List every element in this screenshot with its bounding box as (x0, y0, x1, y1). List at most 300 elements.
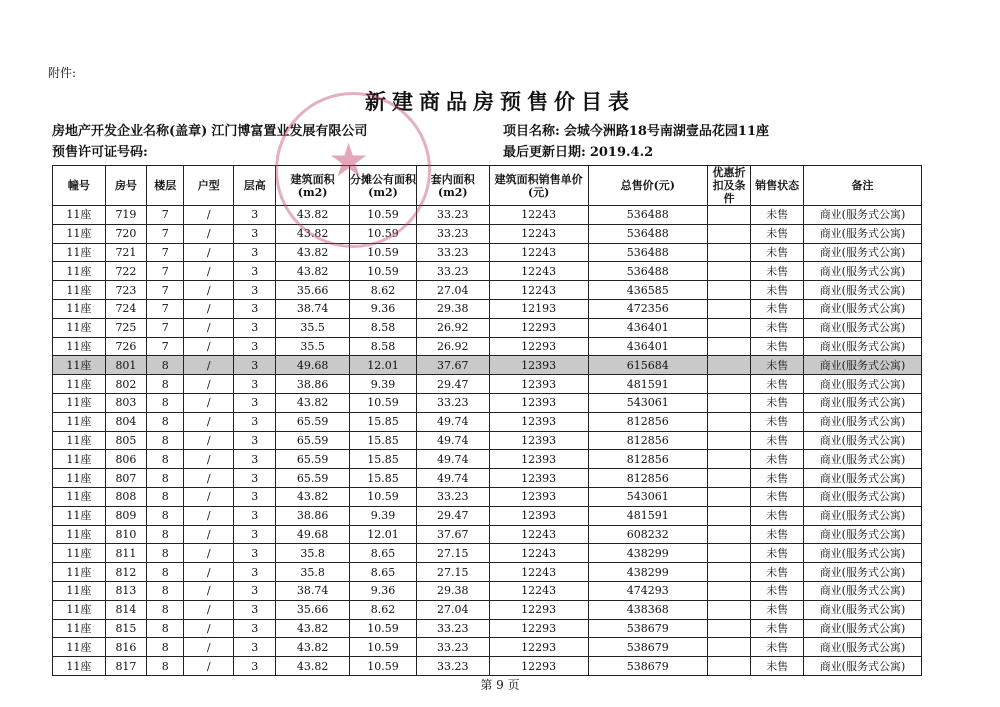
developer-value: 江门博富置业发展有限公司 (211, 124, 368, 139)
table-cell: 543061 (588, 393, 707, 412)
table-cell: 8.58 (349, 337, 416, 356)
table-cell: 11座 (53, 412, 106, 431)
table-cell: 15.85 (349, 450, 416, 469)
table-row (53, 281, 922, 300)
table-cell: 812 (105, 563, 146, 582)
table-cell: 438299 (588, 544, 707, 563)
column-header: 总售价(元) (588, 166, 707, 206)
column-header: 分摊公有面积(m2) (349, 166, 416, 206)
table-row (53, 318, 922, 337)
table-cell: 商业(服务式公寓) (803, 619, 921, 638)
table-row (53, 393, 922, 412)
table-cell: 商业(服务式公寓) (803, 299, 921, 318)
table-cell: 536488 (588, 243, 707, 262)
table-cell: 722 (105, 262, 146, 281)
table-cell: / (184, 600, 234, 619)
table-cell: 481591 (588, 375, 707, 394)
table-cell: 12243 (489, 262, 588, 281)
table-cell: 804 (105, 412, 146, 431)
table-cell: 未售 (751, 487, 804, 506)
column-header: 套内面积(m2) (417, 166, 489, 206)
table-cell: 11座 (53, 544, 106, 563)
table-cell: 43.82 (276, 638, 349, 657)
updated-line (503, 141, 653, 160)
table-cell (707, 638, 750, 657)
table-header-row (53, 166, 922, 206)
table-cell: 11座 (53, 243, 106, 262)
table-cell: 12293 (489, 318, 588, 337)
table-cell: 27.15 (417, 563, 489, 582)
table-cell: 商业(服务式公寓) (803, 487, 921, 506)
table-cell: 未售 (751, 224, 804, 243)
table-cell: / (184, 638, 234, 657)
table-cell: 12393 (489, 375, 588, 394)
permit-line (52, 141, 152, 160)
table-cell: / (184, 506, 234, 525)
table-cell: 3 (234, 544, 276, 563)
table-cell: 33.23 (417, 619, 489, 638)
table-cell: 8 (147, 600, 184, 619)
project-value: 会城今洲路18号南湖壹品花园11座 (563, 124, 769, 139)
table-cell: 12393 (489, 356, 588, 375)
table-cell: 12193 (489, 299, 588, 318)
table-cell: 10.59 (349, 619, 416, 638)
table-cell: 35.8 (276, 563, 349, 582)
table-cell: 9.36 (349, 299, 416, 318)
table-cell: 商业(服务式公寓) (803, 563, 921, 582)
table-cell (707, 563, 750, 582)
table-cell (707, 262, 750, 281)
table-cell: 10.59 (349, 638, 416, 657)
table-row (53, 469, 922, 488)
table-cell: 37.67 (417, 356, 489, 375)
table-cell: 未售 (751, 393, 804, 412)
table-cell: 35.66 (276, 600, 349, 619)
table-cell: 12293 (489, 657, 588, 676)
table-cell: 33.23 (417, 262, 489, 281)
table-cell: 未售 (751, 563, 804, 582)
table-cell: 未售 (751, 318, 804, 337)
table-cell: 536488 (588, 206, 707, 225)
table-cell: 8.58 (349, 318, 416, 337)
seal-star-icon: ★ (328, 133, 370, 187)
project-label: 项目名称: (503, 124, 560, 139)
table-cell (707, 657, 750, 676)
table-cell: 11座 (53, 600, 106, 619)
table-cell (707, 375, 750, 394)
table-cell: 10.59 (349, 487, 416, 506)
table-cell: 3 (234, 262, 276, 281)
table-row (53, 506, 922, 525)
table-cell: 商业(服务式公寓) (803, 393, 921, 412)
table-cell: 11座 (53, 506, 106, 525)
table-cell: 3 (234, 525, 276, 544)
table-cell: 3 (234, 563, 276, 582)
developer-line (52, 120, 367, 139)
table-cell: 商业(服务式公寓) (803, 243, 921, 262)
table-cell: 10.59 (349, 262, 416, 281)
table-cell: 11座 (53, 487, 106, 506)
table-cell: 29.47 (417, 506, 489, 525)
table-cell: / (184, 581, 234, 600)
table-cell: 33.23 (417, 393, 489, 412)
table-cell: 商业(服务式公寓) (803, 657, 921, 676)
table-cell: / (184, 375, 234, 394)
table-cell: 817 (105, 657, 146, 676)
table-cell: 536488 (588, 224, 707, 243)
table-cell: 9.39 (349, 506, 416, 525)
table-cell: 10.59 (349, 657, 416, 676)
column-header: 层高 (234, 166, 276, 206)
page-title: 新建商品房预售价目表 (365, 89, 635, 114)
table-cell: 未售 (751, 469, 804, 488)
table-cell: 812856 (588, 431, 707, 450)
table-cell: 12293 (489, 600, 588, 619)
table-cell: 721 (105, 243, 146, 262)
table-cell: 11座 (53, 638, 106, 657)
table-cell: 未售 (751, 262, 804, 281)
table-cell: 商业(服务式公寓) (803, 450, 921, 469)
table-cell: 812856 (588, 450, 707, 469)
table-row (53, 657, 922, 676)
table-cell: 808 (105, 487, 146, 506)
table-cell: / (184, 544, 234, 563)
table-row (53, 262, 922, 281)
table-cell: 3 (234, 487, 276, 506)
table-cell: 3 (234, 318, 276, 337)
table-cell: 3 (234, 657, 276, 676)
table-cell: / (184, 318, 234, 337)
table-cell: 商业(服务式公寓) (803, 281, 921, 300)
table-cell: 49.74 (417, 431, 489, 450)
table-cell: 816 (105, 638, 146, 657)
table-cell: / (184, 356, 234, 375)
table-cell: 810 (105, 525, 146, 544)
table-cell: 803 (105, 393, 146, 412)
column-header: 户型 (184, 166, 234, 206)
table-row (53, 206, 922, 225)
table-cell: 3 (234, 600, 276, 619)
column-header: 建筑面积(m2) (276, 166, 349, 206)
table-cell: 11座 (53, 375, 106, 394)
table-cell: 38.86 (276, 506, 349, 525)
table-cell: 商业(服务式公寓) (803, 206, 921, 225)
table-row (53, 638, 922, 657)
table-cell: 8.62 (349, 600, 416, 619)
table-cell (707, 487, 750, 506)
table-cell: 3 (234, 224, 276, 243)
table-cell: 未售 (751, 243, 804, 262)
table-cell: 10.59 (349, 224, 416, 243)
table-cell: 33.23 (417, 206, 489, 225)
table-cell: 商业(服务式公寓) (803, 581, 921, 600)
table-cell: 436585 (588, 281, 707, 300)
table-cell: 12243 (489, 281, 588, 300)
table-cell: 商业(服务式公寓) (803, 375, 921, 394)
table-cell (707, 206, 750, 225)
table-cell: 商业(服务式公寓) (803, 525, 921, 544)
table-cell: 11座 (53, 356, 106, 375)
table-cell: 12243 (489, 544, 588, 563)
table-cell: 720 (105, 224, 146, 243)
table-cell: 7 (147, 262, 184, 281)
table-cell: 11座 (53, 337, 106, 356)
table-cell: 538679 (588, 657, 707, 676)
table-cell: 商业(服务式公寓) (803, 337, 921, 356)
table-cell: 805 (105, 431, 146, 450)
table-cell: / (184, 262, 234, 281)
table-cell (707, 224, 750, 243)
table-row (53, 375, 922, 394)
table-cell: 未售 (751, 375, 804, 394)
table-cell: 11座 (53, 450, 106, 469)
table-cell: 未售 (751, 619, 804, 638)
table-cell: 3 (234, 619, 276, 638)
column-header: 建筑面积销售单价(元) (489, 166, 588, 206)
table-cell: 商业(服务式公寓) (803, 356, 921, 375)
table-cell: 43.82 (276, 657, 349, 676)
table-cell: 商业(服务式公寓) (803, 262, 921, 281)
table-cell: 11座 (53, 431, 106, 450)
table-cell: 未售 (751, 337, 804, 356)
table-cell: 8 (147, 638, 184, 657)
table-cell: 未售 (751, 600, 804, 619)
table-cell: 33.23 (417, 224, 489, 243)
table-cell: 12243 (489, 243, 588, 262)
table-cell (707, 393, 750, 412)
table-cell: 29.47 (417, 375, 489, 394)
table-cell: 811 (105, 544, 146, 563)
table-cell: 8 (147, 657, 184, 676)
table-cell: 3 (234, 450, 276, 469)
permit-label: 预售许可证号码: (52, 145, 148, 160)
table-cell: 26.92 (417, 337, 489, 356)
table-cell (707, 431, 750, 450)
table-cell: 7 (147, 206, 184, 225)
table-row (53, 581, 922, 600)
table-cell: 12293 (489, 619, 588, 638)
table-cell: 11座 (53, 581, 106, 600)
table-cell: / (184, 412, 234, 431)
table-cell: 812856 (588, 412, 707, 431)
table-cell: 15.85 (349, 431, 416, 450)
project-line (503, 120, 769, 139)
table-cell (707, 450, 750, 469)
table-cell: 3 (234, 638, 276, 657)
table-cell: 438368 (588, 600, 707, 619)
table-cell: 3 (234, 243, 276, 262)
attachment-label: 附件: (48, 66, 77, 80)
table-cell: 65.59 (276, 469, 349, 488)
table-cell: 436401 (588, 318, 707, 337)
table-cell: 7 (147, 243, 184, 262)
table-cell: 8 (147, 544, 184, 563)
column-header: 房号 (105, 166, 146, 206)
table-cell: 472356 (588, 299, 707, 318)
table-cell (707, 619, 750, 638)
table-cell: 11座 (53, 318, 106, 337)
table-cell (707, 356, 750, 375)
table-cell: 12243 (489, 581, 588, 600)
table-cell: 10.59 (349, 206, 416, 225)
table-cell: 8 (147, 375, 184, 394)
developer-label: 房地产开发企业名称(盖章) (52, 124, 208, 139)
table-cell (707, 525, 750, 544)
table-cell: / (184, 619, 234, 638)
table-cell: 3 (234, 299, 276, 318)
column-header: 销售状态 (751, 166, 804, 206)
table-cell: 43.82 (276, 206, 349, 225)
table-cell: 538679 (588, 638, 707, 657)
table-row (53, 431, 922, 450)
table-cell: / (184, 450, 234, 469)
table-cell: 3 (234, 431, 276, 450)
table-cell: 8 (147, 431, 184, 450)
table-cell: / (184, 469, 234, 488)
table-cell: 35.5 (276, 318, 349, 337)
table-row (53, 450, 922, 469)
table-cell: 809 (105, 506, 146, 525)
table-cell: 12.01 (349, 525, 416, 544)
table-cell: 8 (147, 393, 184, 412)
table-cell: 11座 (53, 469, 106, 488)
table-cell: 12.01 (349, 356, 416, 375)
table-cell: 12393 (489, 450, 588, 469)
column-header: 幢号 (53, 166, 106, 206)
table-cell: 12393 (489, 506, 588, 525)
table-cell: 10.59 (349, 243, 416, 262)
table-cell: 11座 (53, 281, 106, 300)
table-cell: 11座 (53, 657, 106, 676)
table-cell: 未售 (751, 356, 804, 375)
table-cell: 8 (147, 356, 184, 375)
table-cell: 12243 (489, 525, 588, 544)
table-cell: / (184, 657, 234, 676)
table-row (53, 619, 922, 638)
table-cell: 35.8 (276, 544, 349, 563)
table-cell: 27.15 (417, 544, 489, 563)
table-cell: 12243 (489, 563, 588, 582)
table-row (53, 224, 922, 243)
column-header: 优惠折扣及条件 (707, 166, 750, 206)
table-cell: 26.92 (417, 318, 489, 337)
table-cell: 7 (147, 299, 184, 318)
table-cell: 436401 (588, 337, 707, 356)
table-cell: 未售 (751, 412, 804, 431)
table-cell: 3 (234, 506, 276, 525)
table-cell: 未售 (751, 657, 804, 676)
table-cell: 9.36 (349, 581, 416, 600)
table-cell: 3 (234, 356, 276, 375)
table-cell: / (184, 206, 234, 225)
table-cell: 7 (147, 224, 184, 243)
table-cell: 802 (105, 375, 146, 394)
table-cell: 12393 (489, 412, 588, 431)
table-cell: 15.85 (349, 412, 416, 431)
table-cell: 806 (105, 450, 146, 469)
table-cell: 38.74 (276, 299, 349, 318)
table-cell: 8 (147, 412, 184, 431)
table-cell (707, 506, 750, 525)
column-header: 楼层 (147, 166, 184, 206)
table-cell: 8 (147, 563, 184, 582)
table-cell: 543061 (588, 487, 707, 506)
table-cell: 536488 (588, 262, 707, 281)
table-cell: 3 (234, 393, 276, 412)
table-cell: 33.23 (417, 243, 489, 262)
table-cell: 商业(服务式公寓) (803, 318, 921, 337)
table-cell: 12393 (489, 487, 588, 506)
table-cell: 7 (147, 337, 184, 356)
table-cell: 11座 (53, 525, 106, 544)
table-cell: 719 (105, 206, 146, 225)
table-cell: 未售 (751, 431, 804, 450)
table-cell: 807 (105, 469, 146, 488)
table-cell: 11座 (53, 563, 106, 582)
table-cell: 43.82 (276, 487, 349, 506)
table-cell: 未售 (751, 544, 804, 563)
table-cell: 12393 (489, 393, 588, 412)
table-cell: 8 (147, 506, 184, 525)
table-cell: 29.38 (417, 299, 489, 318)
table-cell: 35.66 (276, 281, 349, 300)
table-cell (707, 581, 750, 600)
table-cell (707, 299, 750, 318)
table-cell: 12243 (489, 206, 588, 225)
table-body (53, 206, 922, 676)
table-cell: 49.68 (276, 356, 349, 375)
table-cell: 未售 (751, 525, 804, 544)
table-row (53, 600, 922, 619)
table-cell: 724 (105, 299, 146, 318)
table-cell: 商业(服务式公寓) (803, 412, 921, 431)
column-header: 备注 (803, 166, 921, 206)
table-cell: 608232 (588, 525, 707, 544)
table-cell: 未售 (751, 281, 804, 300)
table-cell: 49.74 (417, 469, 489, 488)
table-cell: 812856 (588, 469, 707, 488)
table-row (53, 243, 922, 262)
table-cell: 未售 (751, 206, 804, 225)
table-cell (707, 600, 750, 619)
updated-label: 最后更新日期: (503, 145, 586, 160)
table-cell: 12293 (489, 337, 588, 356)
table-cell: / (184, 281, 234, 300)
table-cell: 43.82 (276, 262, 349, 281)
table-cell: 12393 (489, 469, 588, 488)
page-number: 第 9 页 (480, 678, 520, 692)
table-cell (707, 544, 750, 563)
table-cell: 65.59 (276, 412, 349, 431)
table-cell: / (184, 487, 234, 506)
table-cell: 11座 (53, 224, 106, 243)
table-row (53, 356, 922, 375)
table-cell: 37.67 (417, 525, 489, 544)
table-row (53, 563, 922, 582)
table-cell: 11座 (53, 299, 106, 318)
table-cell: 商业(服务式公寓) (803, 431, 921, 450)
table-cell: 49.74 (417, 450, 489, 469)
table-cell: 49.68 (276, 525, 349, 544)
table-row (53, 487, 922, 506)
table-row (53, 525, 922, 544)
table-cell: 3 (234, 337, 276, 356)
table-cell: 65.59 (276, 431, 349, 450)
table-cell: 815 (105, 619, 146, 638)
table-cell: 801 (105, 356, 146, 375)
table-cell: 15.85 (349, 469, 416, 488)
table-cell: / (184, 563, 234, 582)
